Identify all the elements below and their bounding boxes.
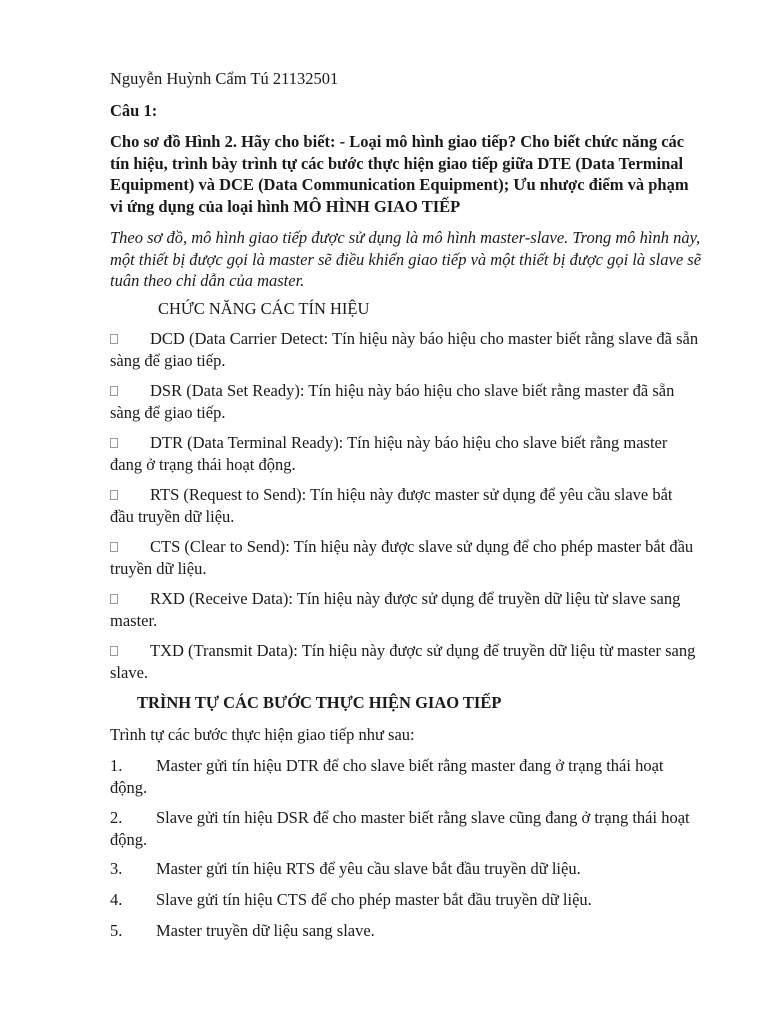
step-text: Slave gửi tín hiệu CTS để cho phép master bắt đầu truyền dữ liệu. — [156, 890, 592, 909]
signal-item — [110, 432, 700, 476]
signal-text: RTS (Request to Send): Tín hiệu này được master sử dụng để yêu cầu slave bắt đầu truyền dữ liệu. — [110, 485, 673, 526]
steps-heading: TRÌNH TỰ CÁC BƯỚC THỰC HIỆN GIAO TIẾP — [137, 693, 502, 712]
step-item — [110, 807, 700, 851]
step-number: 5. — [110, 921, 123, 940]
answer-paragraph: Theo sơ đồ, mô hình giao tiếp được sử dụng là mô hình master-slave. Trong mô hình này, một thiết bị được gọi là master sẽ điều khiển giao tiếp và một thiết bị được gọi là slave sẽ tuân theo chỉ dẫn của master. — [110, 228, 702, 290]
signal-item — [110, 536, 700, 580]
signal-item — [110, 640, 700, 684]
step-number: 4. — [110, 890, 123, 909]
step-number: 1. — [110, 756, 123, 775]
signal-text: DTR (Data Terminal Ready): Tín hiệu này báo hiệu cho slave biết rằng master đang ở trạng thái hoạt động. — [110, 433, 668, 474]
step-text: Master truyền dữ liệu sang slave. — [156, 921, 375, 940]
step-item — [110, 920, 700, 942]
bullet-box-icon — [110, 542, 118, 552]
author-line: Nguyễn Huỳnh Cẩm Tú 21132501 — [110, 69, 339, 88]
question-prompt: Cho sơ đồ Hình 2. Hãy cho biết: - Loại mô hình giao tiếp? Cho biết chức năng các tín hiệu, trình bày trình tự các bước thực hiện giao tiếp giữa DTE (Data Terminal Equipment) và DCE (Data Communication Equipment); Ưu nhược điểm và phạm vi ứng dụng của loại hình MÔ HÌNH GIAO TIẾP — [110, 132, 689, 216]
signal-text: RXD (Receive Data): Tín hiệu này được sử dụng để truyền dữ liệu từ slave sang master. — [110, 589, 681, 630]
bullet-box-icon — [110, 334, 118, 344]
signal-text: CTS (Clear to Send): Tín hiệu này được slave sử dụng để cho phép master bắt đầu truyền dữ liệu. — [110, 537, 694, 578]
step-item — [110, 889, 700, 911]
step-number: 2. — [110, 808, 123, 827]
bullet-box-icon — [110, 490, 118, 500]
bullet-box-icon — [110, 386, 118, 396]
bullet-box-icon — [110, 594, 118, 604]
signal-item — [110, 484, 700, 528]
step-text: Slave gửi tín hiệu DSR để cho master biết rằng slave cũng đang ở trạng thái hoạt động. — [110, 808, 690, 849]
step-text: Master gửi tín hiệu DTR để cho slave biết rằng master đang ở trạng thái hoạt động. — [110, 756, 664, 797]
signals-heading: CHỨC NĂNG CÁC TÍN HIỆU — [158, 299, 370, 318]
signal-text: DSR (Data Set Ready): Tín hiệu này báo hiệu cho slave biết rằng master đã sẵn sàng để giao tiếp. — [110, 381, 675, 422]
signal-item — [110, 328, 700, 372]
steps-intro: Trình tự các bước thực hiện giao tiếp như sau: — [110, 725, 415, 744]
signal-text: DCD (Data Carrier Detect: Tín hiệu này báo hiệu cho master biết rằng slave đã sẵn sàng để giao tiếp. — [110, 329, 699, 370]
signal-text: TXD (Transmit Data): Tín hiệu này được sử dụng để truyền dữ liệu từ master sang slave. — [110, 641, 696, 682]
step-item — [110, 858, 700, 880]
step-text: Master gửi tín hiệu RTS để yêu cầu slave bắt đầu truyền dữ liệu. — [156, 859, 581, 878]
bullet-box-icon — [110, 646, 118, 656]
signal-item — [110, 588, 700, 632]
step-item — [110, 755, 700, 799]
question-label: Câu 1: — [110, 101, 158, 120]
signal-item — [110, 380, 700, 424]
step-number: 3. — [110, 859, 123, 878]
bullet-box-icon — [110, 438, 118, 448]
